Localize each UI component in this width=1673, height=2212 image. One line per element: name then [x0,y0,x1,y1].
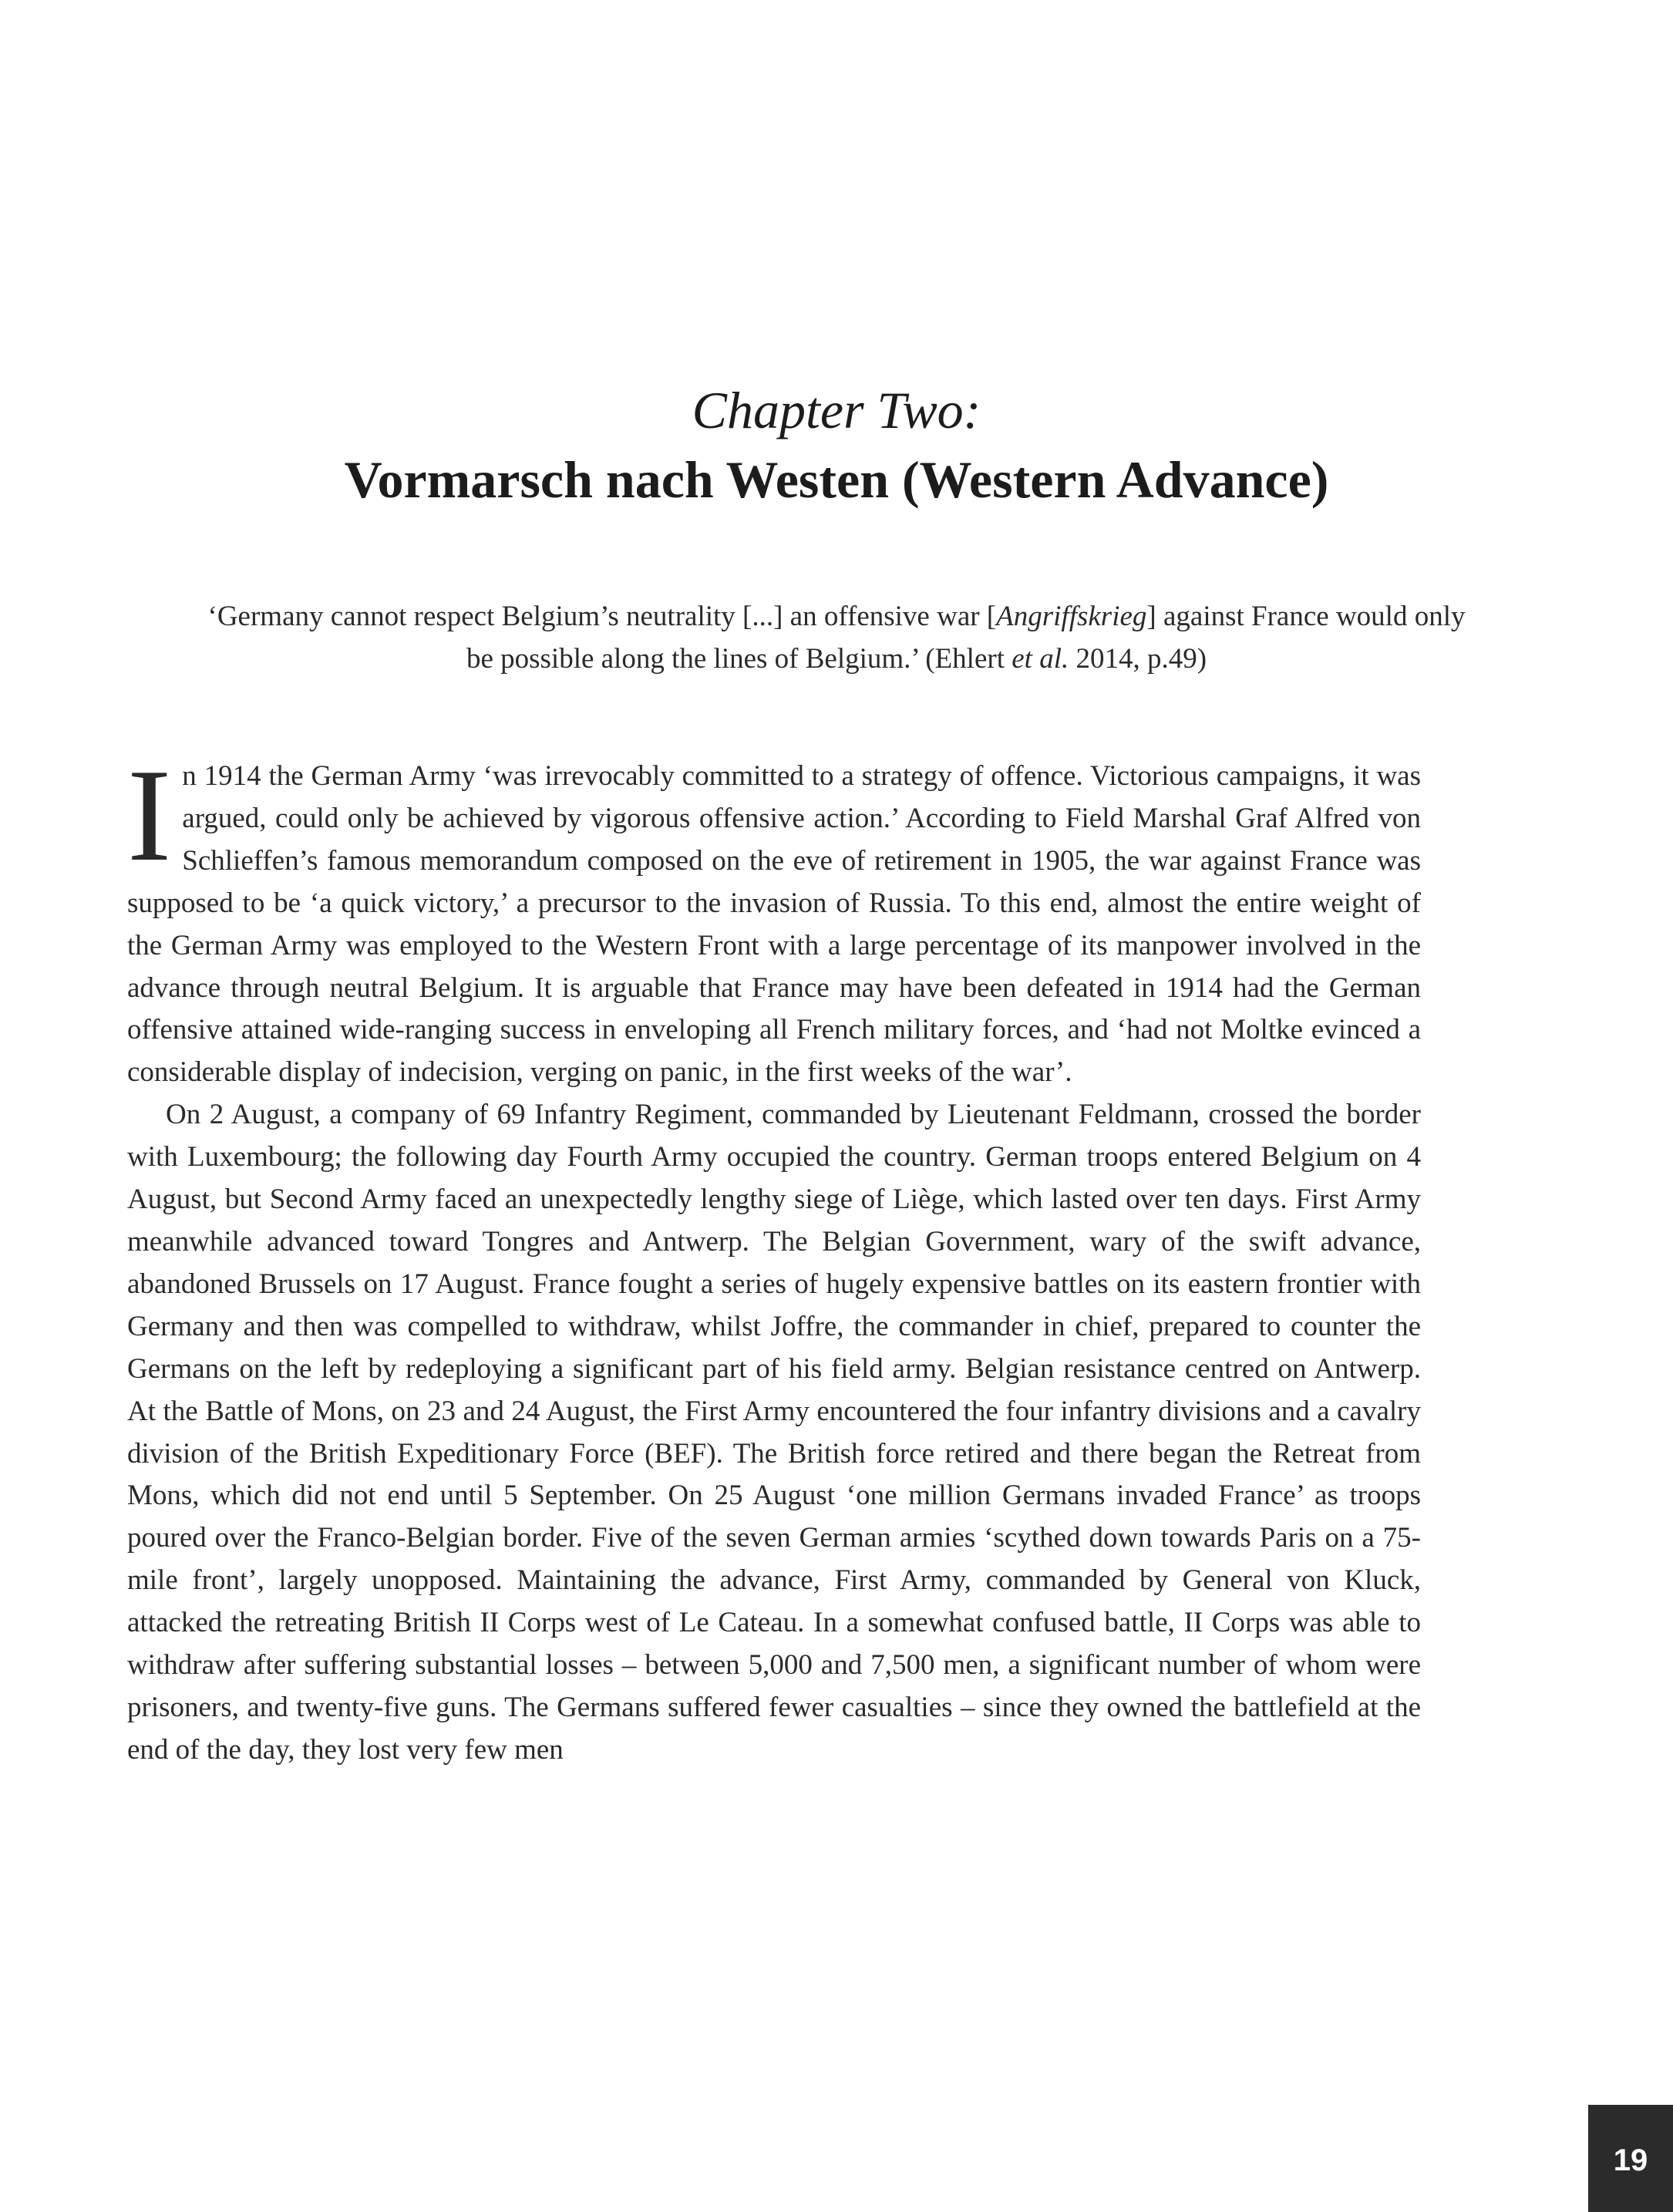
epigraph-italic-citation: et al. [1012,643,1069,675]
page-number-tab: 19 [1588,2105,1673,2212]
epigraph-text-2: ] against France would only be possible along the lines of Belgium.’ (Ehlert [466,601,1466,675]
paragraph-1 [127,742,1421,1094]
paragraph-2: On 2 August, a company of 69 Infantry Regiment, commanded by Lieutenant Feldmann, crossed the border with Luxembourg; the following day Fourth Army occupied the country. German troops entered Belgium on 4 August, but Second Army faced an unexpectedly lengthy siege of Liège, which lasted over ten days. First Army meanwhile advanced toward Tongres and Antwerp. The Belgian Government, wary of the swift advance, abandoned Brussels on 17 August. France fought a series of hugely expensive battles on its eastern frontier with Germany and then was compelled to withdraw, whilst Joffre, the commander in chief, prepared to counter the Germans on the left by redeploying a significant part of his field army. Belgian resistance centred on Antwerp. At the Battle of Mons, on 23 and 24 August, the First Army encountered the four infantry divisions and a cavalry division of the British Expeditionary Force (BEF). The British force retired and there began the Retreat from Mons, which did not end until 5 September. On 25 August ‘one million Germans invaded France’ as troops poured over the Franco-Belgian border. Five of the seven German armies ‘scythed down towards Paris on a 75-mile front’, largely unopposed. Maintaining the advance, First Army, commanded by General von Kluck, attacked the retreating British II Corps west of Le Cateau. In a somewhat confused battle, II Corps was able to withdraw after suffering substantial losses – between 5,000 and 7,500 men, a significant number of whom were prisoners, and twenty-five guns. The Germans suffered fewer casualties – since they owned the battlefield at the end of the day, they lost very few men [127,1099,1421,1766]
chapter-label: Chapter Two: [692,381,981,439]
chapter-title: Vormarsch nach Westen (Western Advance) [344,450,1329,509]
epigraph-text-3: 2014, p.49) [1069,643,1207,675]
paragraph-1-text: n 1914 the German Army ‘was irrevocably committed to a strategy of offence. Victorious campaigns, it was argued, could only be achieved by vigorous offensive action.’ According to Field Marshal Graf Alfred von Schlieffen’s famous memorandum composed on the eve of retirement in 1905, the war against France was supposed to be ‘a quick victory,’ a precursor to the invasion of Russia. To this end, almost the entire weight of the German Army was employed to the Western Front with a large percentage of its manpower involved in the advance through neutral Belgium. It is arguable that France may have been defeated in 1914 had the German offensive attained wide-ranging success in enveloping all French military forces, and ‘had not Moltke evinced a considerable display of indecision, verging on panic, in the first weeks of the war’. [127,760,1421,1089]
epigraph-quote [193,595,1480,680]
body-text [127,742,1421,1772]
drop-cap: I [127,742,172,889]
epigraph-italic-term: Angriffskrieg [996,601,1147,632]
epigraph-text-1: ‘Germany cannot respect Belgium’s neutrality [...] an offensive war [ [207,601,997,632]
